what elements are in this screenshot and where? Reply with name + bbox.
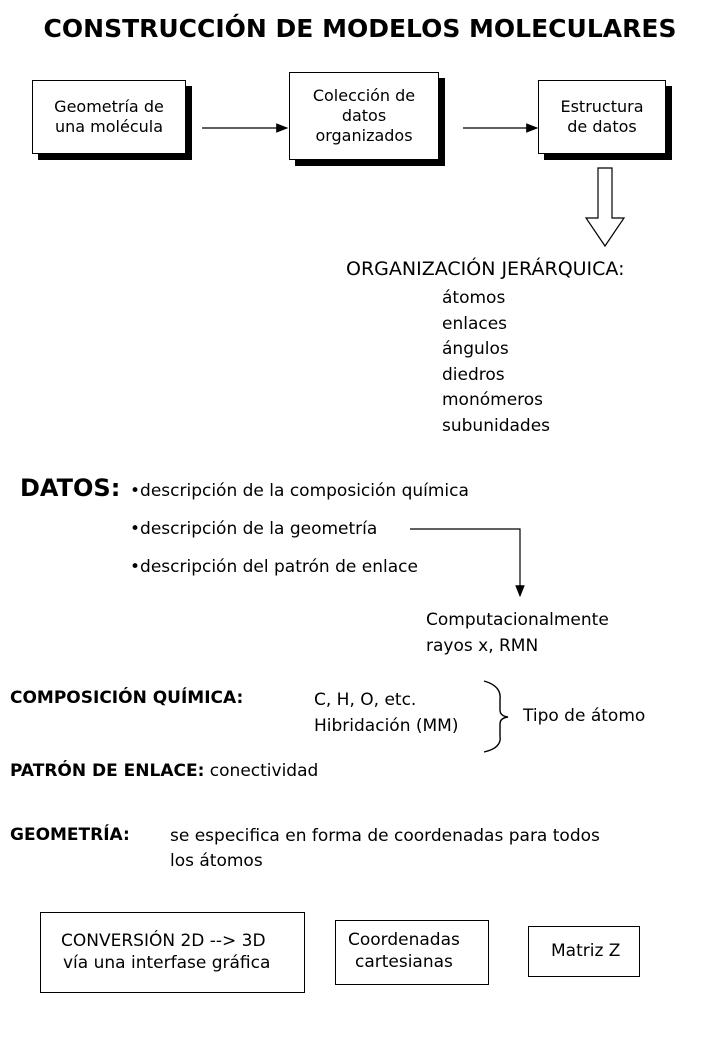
coordenadas-line-2: cartesianas <box>354 952 453 972</box>
box-matriz-z <box>528 926 640 977</box>
conversion-line-1: CONVERSIÓN 2D --> 3D <box>61 931 266 951</box>
patron-value: conectividad <box>209 761 319 781</box>
geometria-label: GEOMETRÍA: <box>10 825 130 845</box>
datos-bullet-1: •descripción de la composición química <box>130 481 469 501</box>
matriz-label: Matriz Z <box>551 941 621 961</box>
conversion-line-2: vía una interfase gráfica <box>63 953 271 973</box>
result-line-2: rayos x, RMN <box>426 636 539 656</box>
box3-line1: Estructura <box>560 97 644 116</box>
elbow-arrow-geometria <box>410 529 520 596</box>
hollow-down-arrow <box>586 168 624 246</box>
hierarchy-list <box>442 286 550 439</box>
bullet-text: descripción del patrón de enlace <box>140 557 418 577</box>
geometria-text <box>170 824 600 874</box>
bullet-text: descripción de la composición química <box>140 481 469 501</box>
datos-bullet-3: •descripción del patrón de enlace <box>130 557 418 577</box>
box2-line1: Colección de <box>312 86 416 105</box>
geometria-line-1: se especifica en forma de coordenadas para todos <box>170 826 600 846</box>
hierarchy-heading: ORGANIZACIÓN JERÁRQUICA: <box>346 258 625 280</box>
composicion-label: COMPOSICIÓN QUÍMICA: <box>10 688 244 708</box>
result-line-1: Computacionalmente <box>426 610 609 630</box>
geometria-line-2: los átomos <box>170 851 263 871</box>
page-title: CONSTRUCCIÓN DE MODELOS MOLECULARES <box>43 14 677 43</box>
list-item: enlaces <box>442 313 508 334</box>
box1-line1: Geometría de <box>54 97 164 116</box>
box2-line3: organizados <box>315 126 413 145</box>
bullet-text: descripción de la geometría <box>140 519 378 539</box>
composicion-line-2: Hibridación (MM) <box>314 716 459 736</box>
composicion-values <box>314 687 458 739</box>
box-conversion <box>40 912 305 993</box>
patron-label: PATRÓN DE ENLACE: <box>10 761 205 781</box>
box2-line2: datos <box>341 106 387 125</box>
box-coleccion-datos <box>289 72 439 160</box>
list-item: ángulos <box>442 339 509 359</box>
datos-result <box>426 607 609 659</box>
list-item: monómeros <box>442 390 544 410</box>
box-estructura-datos <box>538 80 666 154</box>
datos-bullet-2: •descripción de la geometría <box>130 519 378 539</box>
patron-row <box>10 761 318 781</box>
coordenadas-line-1: Coordenadas <box>348 930 460 950</box>
brace-tipo-atomo <box>484 681 508 752</box>
list-item: subunidades <box>442 415 551 436</box>
box-coordenadas <box>335 920 489 985</box>
composicion-line-1: C, H, O, etc. <box>314 690 417 710</box>
box-geometria-molecula <box>32 80 186 154</box>
datos-label: DATOS: <box>20 474 121 502</box>
box3-line2: de datos <box>567 117 637 136</box>
list-item: átomos <box>442 288 506 308</box>
list-item: diedros <box>442 364 505 385</box>
box1-line2: una molécula <box>54 117 164 136</box>
tipo-atomo-label: Tipo de átomo <box>523 706 646 726</box>
